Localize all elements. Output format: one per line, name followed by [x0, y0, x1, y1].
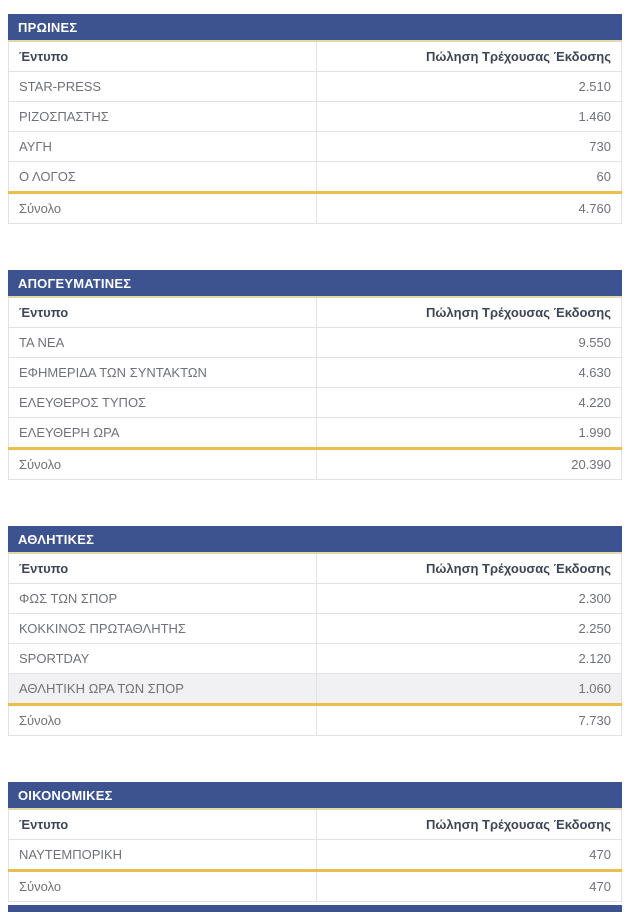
sports-papers-table	[8, 554, 622, 736]
paper-sales: 1.060	[317, 674, 622, 705]
paper-name: ΑΥΓΗ	[9, 132, 317, 162]
paper-name: ΡΙΖΟΣΠΑΣΤΗΣ	[9, 102, 317, 132]
section-financial-papers	[8, 782, 622, 902]
section-title-sports: ΑΘΛΗΤΙΚΕΣ	[8, 526, 622, 554]
column-header-item: Έντυπο	[9, 554, 317, 584]
table-row	[9, 388, 622, 418]
paper-sales: 1.460	[317, 102, 622, 132]
paper-name: ΕΛΕΥΘΕΡΗ ΩΡΑ	[9, 418, 317, 449]
table-row	[9, 840, 622, 871]
column-header-item: Έντυπο	[9, 42, 317, 72]
total-value: 4.760	[317, 193, 622, 224]
total-label: Σύνολο	[9, 193, 317, 224]
total-row	[9, 871, 622, 902]
total-value: 7.730	[317, 705, 622, 736]
section-title-morning: ΠΡΩΙΝΕΣ	[8, 14, 622, 42]
paper-name: ΕΛΕΥΘΕΡΟΣ ΤΥΠΟΣ	[9, 388, 317, 418]
table-row	[9, 162, 622, 193]
paper-name: ΚΟΚΚΙΝΟΣ ΠΡΩΤΑΘΛΗΤΗΣ	[9, 614, 317, 644]
paper-sales: 2.120	[317, 644, 622, 674]
total-label: Σύνολο	[9, 449, 317, 480]
column-header-item: Έντυπο	[9, 298, 317, 328]
section-morning-papers	[8, 14, 622, 224]
paper-sales: 60	[317, 162, 622, 193]
paper-name: STAR-PRESS	[9, 72, 317, 102]
section-sports-papers	[8, 526, 622, 736]
paper-sales: 1.990	[317, 418, 622, 449]
paper-sales: 4.220	[317, 388, 622, 418]
table-header-row	[9, 554, 622, 584]
total-label: Σύνολο	[9, 871, 317, 902]
table-row	[9, 102, 622, 132]
table-row	[9, 418, 622, 449]
table-header-row	[9, 42, 622, 72]
column-header-sales: Πώληση Τρέχουσας Έκδοσης	[317, 42, 622, 72]
table-row-highlighted	[9, 674, 622, 705]
paper-name: ΦΩΣ ΤΩΝ ΣΠΟΡ	[9, 584, 317, 614]
table-row	[9, 328, 622, 358]
paper-sales: 4.630	[317, 358, 622, 388]
table-row	[9, 132, 622, 162]
paper-sales: 2.510	[317, 72, 622, 102]
total-value: 470	[317, 871, 622, 902]
table-row	[9, 644, 622, 674]
table-row	[9, 72, 622, 102]
paper-sales: 2.300	[317, 584, 622, 614]
paper-sales: 470	[317, 840, 622, 871]
paper-sales: 9.550	[317, 328, 622, 358]
paper-name: ΑΘΛΗΤΙΚΗ ΩΡΑ ΤΩΝ ΣΠΟΡ	[9, 674, 317, 705]
total-label: Σύνολο	[9, 705, 317, 736]
column-header-item: Έντυπο	[9, 810, 317, 840]
paper-name: Ο ΛΟΓΟΣ	[9, 162, 317, 193]
paper-name: SPORTDAY	[9, 644, 317, 674]
table-row	[9, 584, 622, 614]
afternoon-papers-table	[8, 298, 622, 480]
column-header-sales: Πώληση Τρέχουσας Έκδοσης	[317, 298, 622, 328]
section-title-financial: ΟΙΚΟΝΟΜΙΚΕΣ	[8, 782, 622, 810]
paper-name: ΕΦΗΜΕΡΙΔΑ ΤΩΝ ΣΥΝΤΑΚΤΩΝ	[9, 358, 317, 388]
table-header-row	[9, 810, 622, 840]
column-header-sales: Πώληση Τρέχουσας Έκδοσης	[317, 810, 622, 840]
table-header-row	[9, 298, 622, 328]
paper-name: ΝΑΥΤΕΜΠΟΡΙΚΗ	[9, 840, 317, 871]
paper-sales: 730	[317, 132, 622, 162]
next-section-header-partial	[8, 905, 622, 912]
table-row	[9, 614, 622, 644]
table-row	[9, 358, 622, 388]
total-value: 20.390	[317, 449, 622, 480]
section-afternoon-papers	[8, 270, 622, 480]
total-row	[9, 705, 622, 736]
paper-name: ΤΑ ΝΕΑ	[9, 328, 317, 358]
morning-papers-table	[8, 42, 622, 224]
section-title-afternoon: ΑΠΟΓΕΥΜΑΤΙΝΕΣ	[8, 270, 622, 298]
financial-papers-table	[8, 810, 622, 902]
total-row	[9, 449, 622, 480]
total-row	[9, 193, 622, 224]
column-header-sales: Πώληση Τρέχουσας Έκδοσης	[317, 554, 622, 584]
paper-sales: 2.250	[317, 614, 622, 644]
